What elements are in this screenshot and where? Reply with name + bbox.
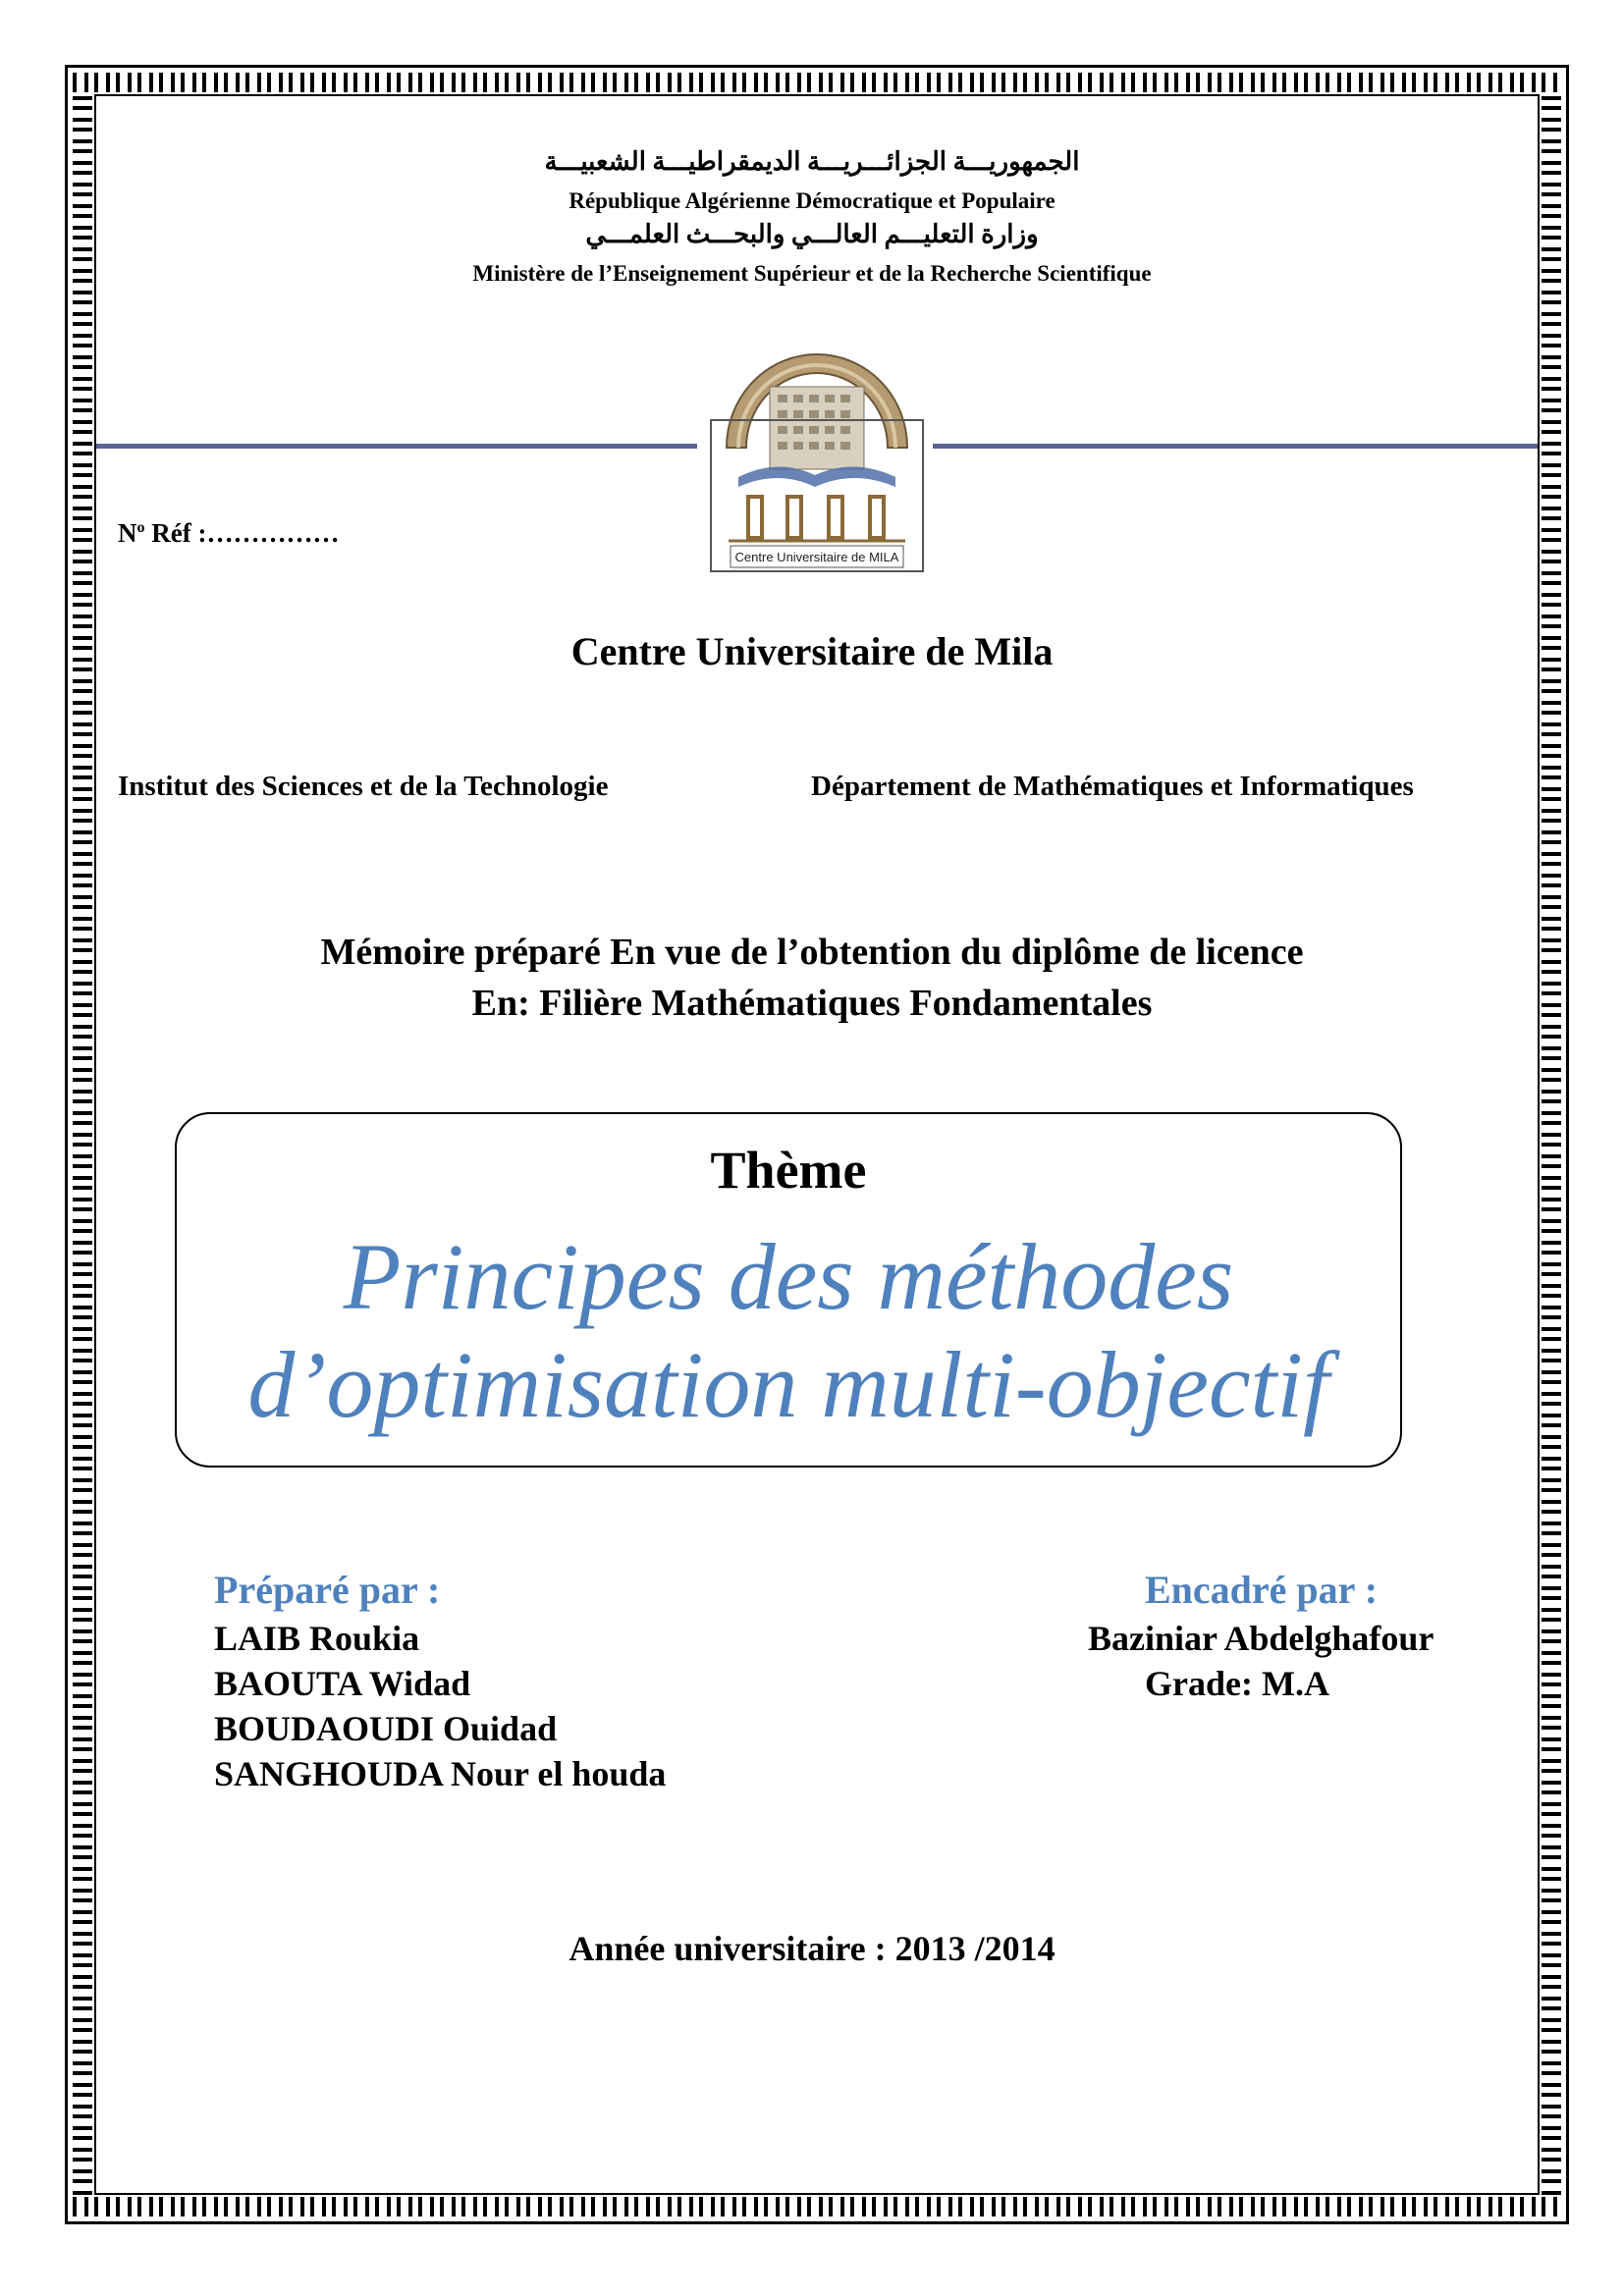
memoire-line-2: En: Filière Mathématiques Fondamentales	[471, 983, 1153, 1024]
arabic-ministry-title: وزارة التعليـــم العالـــي والبحـــث العلمـــي	[585, 220, 1039, 248]
prepared-by-heading: Préparé par :	[214, 1568, 441, 1612]
academic-year: Année universitaire : 2013 /2014	[568, 1929, 1056, 1968]
supervisor-grade: Grade: M.A	[1145, 1664, 1329, 1703]
author-name: BAOUTA Widad	[214, 1664, 471, 1703]
theme-title-line-1: Principes des méthodes	[343, 1224, 1234, 1329]
reference-number	[118, 518, 339, 549]
institute-name: Institut des Sciences et de la Technologie	[118, 771, 609, 802]
theme-label: Thème	[710, 1141, 867, 1200]
author-name: BOUDAOUDI Ouidad	[214, 1709, 558, 1748]
header-rule-right	[933, 444, 1538, 449]
republic-title: République Algérienne Démocratique et Populaire	[568, 188, 1056, 213]
memoire-line-1: Mémoire préparé En vue de l’obtention du diplôme de licence	[320, 932, 1304, 973]
university-name: Centre Universitaire de Mila	[570, 629, 1054, 673]
ministry-title: Ministère de l’Enseignement Supérieur et de la Recherche Scientifique	[472, 261, 1152, 286]
supervised-by-heading: Encadré par :	[1145, 1568, 1379, 1612]
university-logo	[709, 340, 925, 575]
theme-box	[175, 1112, 1402, 1468]
ref-label-n: N	[118, 518, 137, 548]
supervisor-name: Baziniar Abdelghafour	[1088, 1619, 1435, 1658]
department-name: Département de Mathématiques et Informatiques	[811, 771, 1414, 802]
arabic-republic-title: الجمهوريـــة الجزائـــريـــة الديمقراطيـــة الشعبيـــة	[544, 147, 1080, 176]
logo-caption: Centre Universitaire de MILA	[734, 550, 899, 564]
ref-label-rest: Réf :……………	[144, 518, 340, 548]
author-name: LAIB Roukia	[214, 1619, 420, 1658]
theme-title-line-2: d’optimisation multi-objectif	[247, 1332, 1329, 1437]
header-rule-left	[96, 444, 697, 449]
ref-label-o: o	[136, 519, 145, 536]
author-name: SANGHOUDA Nour el houda	[214, 1754, 667, 1793]
